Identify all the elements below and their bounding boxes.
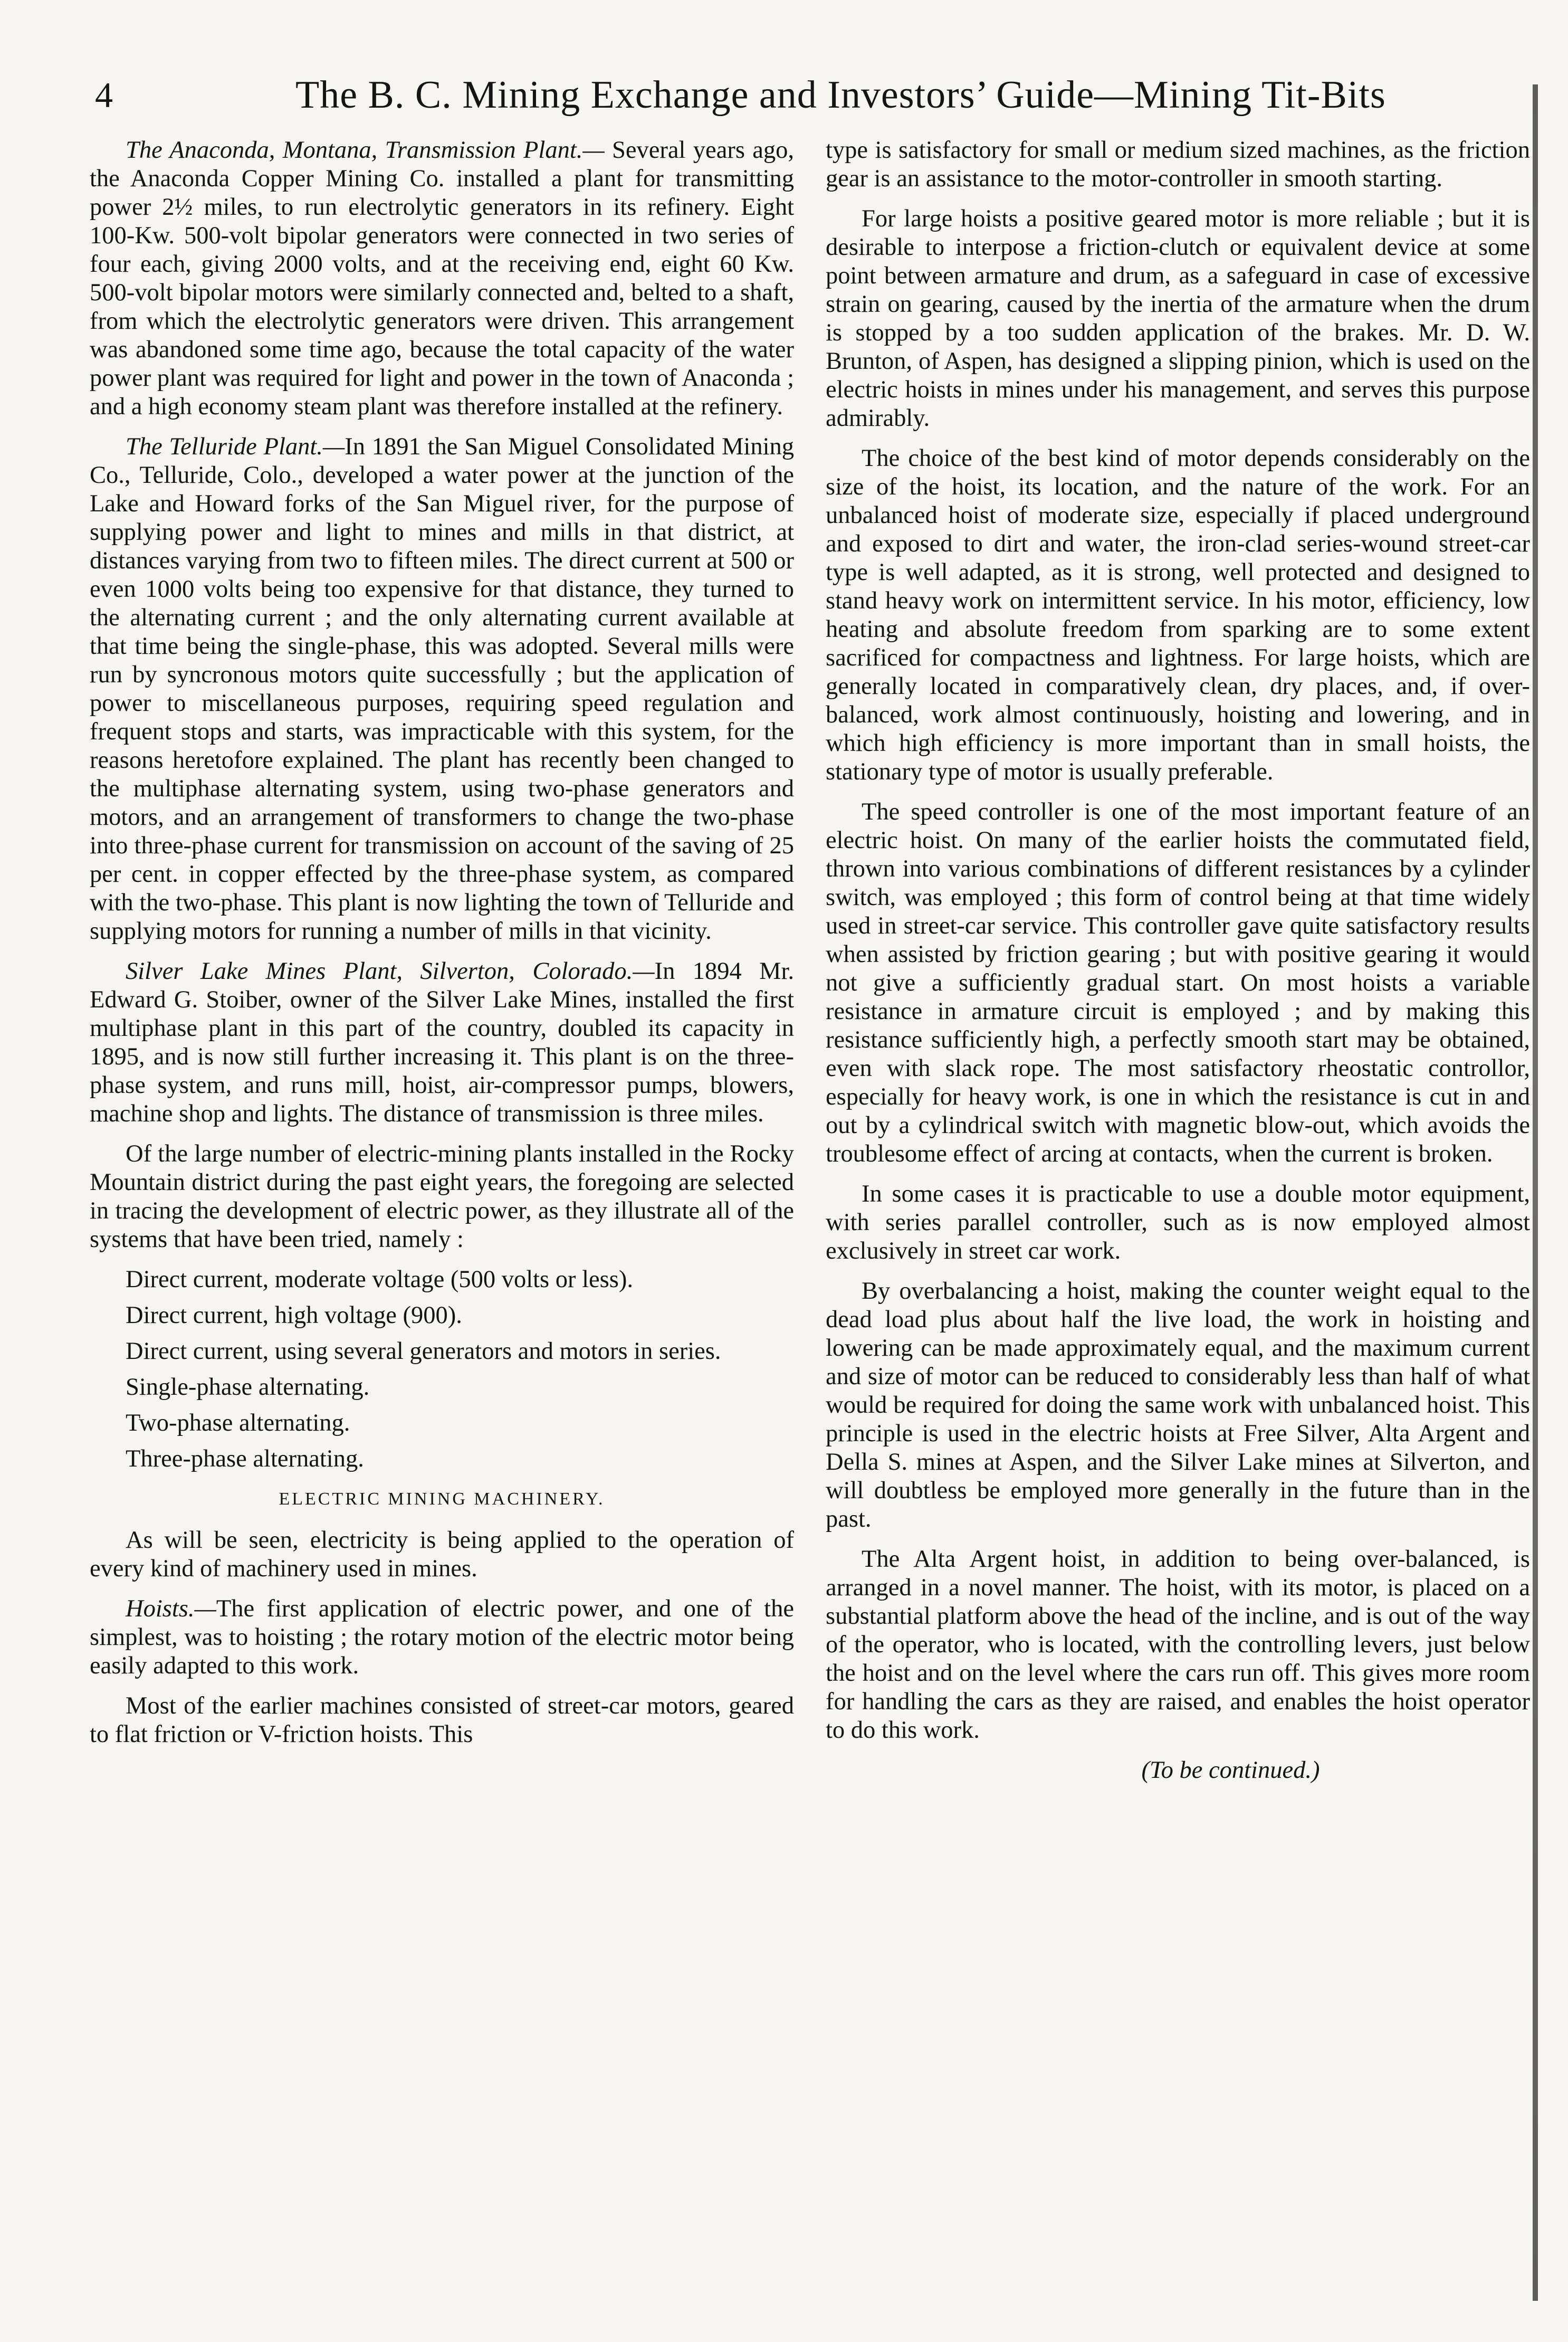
telluride-title: The Telluride Plant.— bbox=[126, 433, 345, 460]
telluride-text: In 1891 the San Miguel Consolidated Mining Co., Telluride, Colo., developed a water power at the junction of the Lake and Howard forks of the San Miguel river, for the purpose of supplying power and light to mines and mills in that district, at distances varying from two to fifteen miles. The direct current at 500 or even 1000 volts being too expensive for that distance, they turned to the alternating current ; and the only alternating current available at that time being the single-phase, this was adopted. Several mills were run by syncronous motors quite successfully ; but the application of power to miscellaneous purposes, requiring speed regulation and frequent stops and starts, was impracticable with this system, for the reasons heretofore explained. The plant has recently been changed to the multiphase alternating system, using two-phase generators and motors, and an arrangement of transformers to change the two-phase into three-phase current for transmission on account of the saving of 25 per cent. in copper effected by the three-phase system, as compared with the two-phase. This plant is now lighting the town of Telluride and supplying motors for running a number of mills in that vicinity. bbox=[90, 433, 794, 945]
page-number: 4 bbox=[95, 75, 113, 115]
machinery-intro: As will be seen, electricity is being applied to the operation of every kind of machinery used in mines. bbox=[90, 1527, 794, 1582]
systems-list bbox=[90, 1265, 794, 1473]
body-paragraph: By overbalancing a hoist, making the counter weight equal to the dead load plus about half the live load, the work in hoisting and lowering can be made approximately equal, and the maximum current and size of motor can be reduced to considerably less than half of what would be required for doing the same work with unbalanced hoist. This principle is used in the electric hoists at Free Silver, Alta Argent and Della S. mines at Aspen, and the Silver Lake mines at Silverton, and will doubtless be employed more generally in the future than in the past. bbox=[826, 1278, 1530, 1532]
right-column bbox=[826, 136, 1530, 1785]
running-title: The B. C. Mining Exchange and Investors’ Guide—Mining Tit-Bits bbox=[295, 73, 1386, 117]
silver-lake-text: In 1894 Mr. Edward G. Stoiber, owner of the Silver Lake Mines, installed the first multiphase plant in this part of the country, doubled its capacity in 1895, and is now still further increasing it. This plant is on the three-phase system, and runs mill, hoist, air-compressor pumps, blowers, machine shop and lights. The distance of transmission is three miles. bbox=[90, 958, 795, 1127]
body-paragraph: type is satisfactory for small or medium sized machines, as the friction gear is an assistance to the motor-controller in smooth starting. bbox=[826, 137, 1530, 192]
section-heading: ELECTRIC MINING MACHINERY. bbox=[279, 1489, 605, 1509]
hoists-paragraph bbox=[90, 1595, 794, 1680]
anaconda-text: Several years ago, the Anaconda Copper Mining Co. installed a plant for transmitting power 2½ miles, to run electrolytic generators in its refinery. Eight 100-Kw. 500-volt bipolar generators were connected in two series of four each, giving 2000 volts, and at the receiving end, eight 60 Kw. 500-volt bipolar motors were similarly connected and, belted to a shaft, from which the electrolytic generators were driven. This arrangement was abandoned some time ago, because the total capacity of the water power plant was required for light and power in the town of Anaconda ; and a high economy steam plant was therefore installed at the refinery. bbox=[90, 137, 794, 420]
body-paragraph: The speed controller is one of the most important feature of an electric hoist. On many of the earlier hoists the commutated field, thrown into various combinations of different resistances by a cylinder switch, was employed ; this form of control being at that time widely used in street-car service. This controller gave quite satisfactory results when assisted by friction gearing ; but with positive gearing it would not give a sufficiently gradual start. On most hoists a variable resistance in armature circuit is employed ; and by making this resistance sufficiently high, a perfectly smooth start may be obtained, even with slack rope. The most satisfactory rheostatic controllor, especially for heavy work, is one in which the resistance is cut in and out by a cylindrical switch with magnetic blow-out, which avoids the troublesome effect of arcing at contacts, when the current is broken. bbox=[826, 798, 1530, 1167]
anaconda-title: The Anaconda, Montana, Transmission Plant.— bbox=[126, 137, 605, 164]
system-item: Three-phase alternating. bbox=[126, 1445, 364, 1472]
body-paragraph: The Alta Argent hoist, in addition to being over-balanced, is arranged in a novel manner. The hoist, with its motor, is placed on a substantial platform above the head of the incline, and is out of the way of the operator, who is located, with the controlling levers, just below the hoist and on the level where the cars run off. This gives more room for handling the cars as they are raised, and enables the hoist operator to do this work. bbox=[826, 1546, 1530, 1744]
system-item: Direct current, moderate voltage (500 volts or less). bbox=[126, 1266, 633, 1293]
silver-lake-paragraph bbox=[90, 957, 794, 1128]
continued-note: (To be continued.) bbox=[1141, 1757, 1320, 1784]
system-item: Direct current, using several generators and motors in series. bbox=[126, 1338, 721, 1365]
hoists-title: Hoists.— bbox=[126, 1595, 216, 1622]
body-paragraph: For large hoists a positive geared motor is more reliable ; but it is desirable to interpose a friction-clutch or equivalent device at some point between armature and drum, as a safeguard in case of excessive strain on gearing, caused by the inertia of the armature when the drum is stopped by a too sudden application of the brakes. Mr. D. W. Brunton, of Aspen, has designed a slipping pinion, which is used on the electric hoists in mines under his management, and serves this purpose admirably. bbox=[826, 205, 1530, 432]
anaconda-paragraph bbox=[90, 136, 794, 421]
silver-lake-title: Silver Lake Mines Plant, Silverton, Colorado.— bbox=[126, 958, 655, 985]
system-item: Single-phase alternating. bbox=[126, 1374, 370, 1401]
hoists-text: The first application of electric power, and one of the simplest, was to hoisting ; the rotary motion of the electric motor being easily adapted to this work. bbox=[90, 1595, 794, 1679]
summary-paragraph: Of the large number of electric-mining plants installed in the Rocky Mountain district during the past eight years, the foregoing are selected in tracing the development of electric power, as they illustrate all of the systems that have been tried, namely : bbox=[90, 1140, 794, 1253]
page-header bbox=[95, 69, 1386, 127]
page-edge-rule bbox=[1533, 84, 1538, 2301]
system-item: Direct current, high voltage (900). bbox=[126, 1302, 462, 1329]
body-paragraph: In some cases it is practicable to use a double motor equipment, with series parallel controller, such as is now employed almost exclusively in street car work. bbox=[826, 1180, 1530, 1264]
system-item: Two-phase alternating. bbox=[126, 1410, 350, 1436]
body-paragraph: The choice of the best kind of motor depends considerably on the size of the hoist, its location, and the nature of the work. For an unbalanced hoist of moderate size, especially if placed underground and exposed to dirt and water, the iron-clad series-wound street-car type is well adapted, as it is strong, well protected and designed to stand heavy work on intermittent service. In his motor, efficiency, low heating and absolute freedom from sparking are to some extent sacrificed for compactness and lightness. For large hoists, which are generally located in comparatively clean, dry places, and, if over-balanced, work almost continuously, hoisting and lowering, and in which high efficiency is more important than in small hoists, the stationary type of motor is usually preferable. bbox=[826, 445, 1530, 785]
left-column bbox=[90, 136, 794, 1760]
earlier-machines-paragraph: Most of the earlier machines consisted of street-car motors, geared to flat friction or V-friction hoists. This bbox=[90, 1692, 794, 1748]
telluride-paragraph bbox=[90, 433, 794, 946]
